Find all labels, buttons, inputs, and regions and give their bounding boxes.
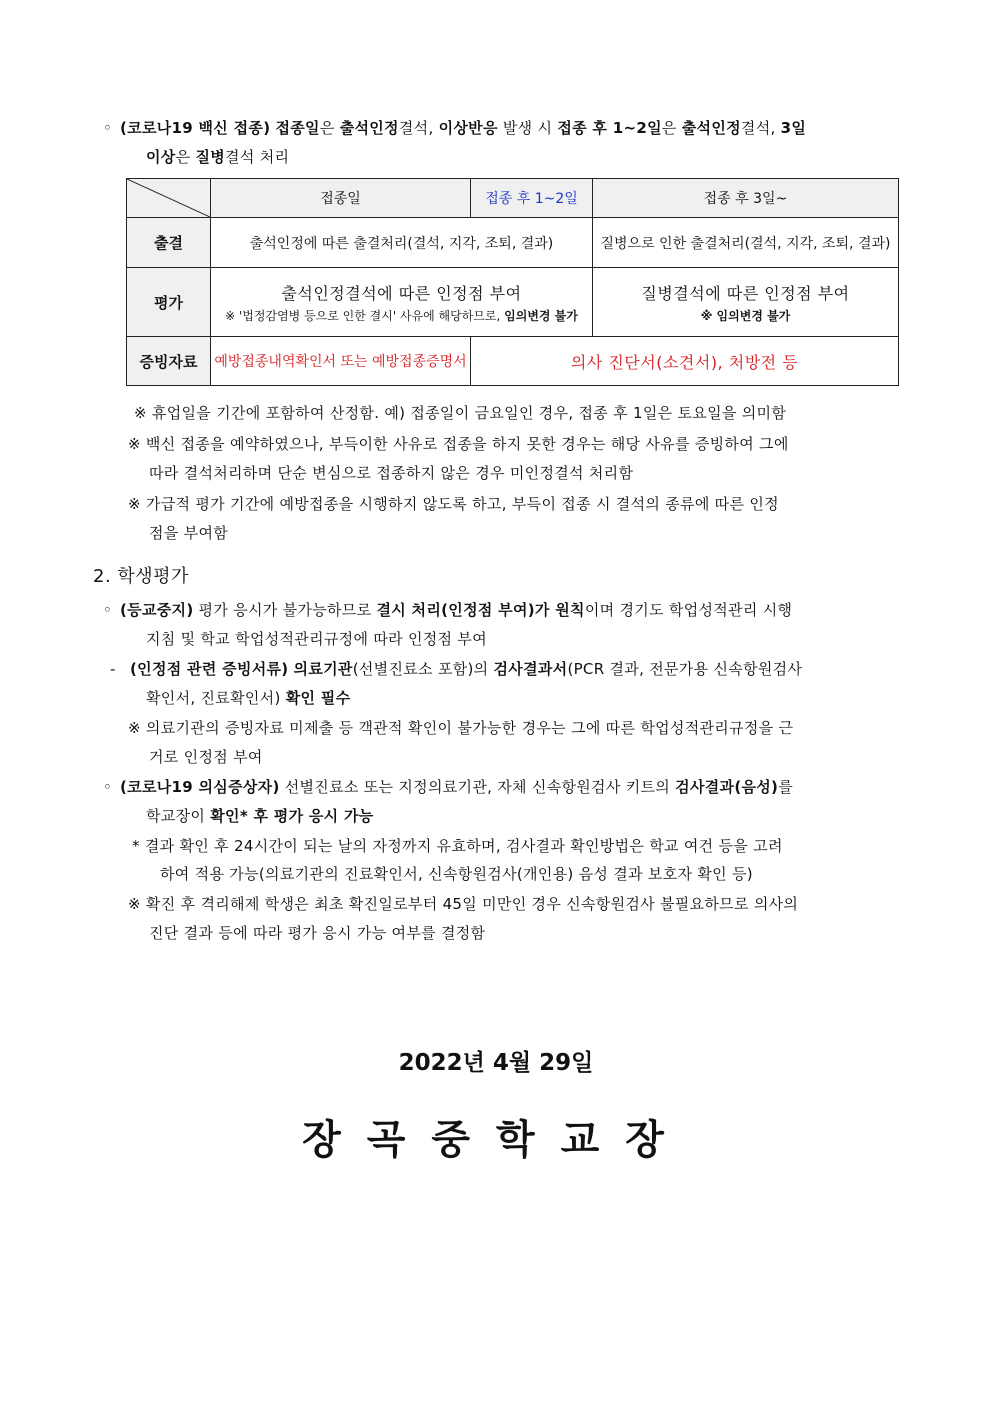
column-header-day3: 접종 후 3일~ — [593, 179, 899, 218]
note-holidays: ※ 휴업일을 기간에 포함하여 산정함. 예) 접종일이 금요일인 경우, 접종 후 1일은 토요일을 의미함 — [134, 404, 787, 422]
note-validity-line1: * 결과 확인 후 24시간이 되는 날의 자정까지 유효하며, 검사결과 확인방법은 학교 여건 등을 고려 — [132, 837, 783, 855]
note-quarantine-line1: ※ 확진 후 격리해제 학생은 최초 확진일로부터 45일 미만인 경우 신속항원검사 불필요하므로 의사의 — [128, 895, 799, 913]
dash: - — [110, 660, 116, 678]
school-suspension-line2: 지침 및 학교 학업성적관리규정에 따라 인정점 부여 — [146, 630, 488, 648]
vaccination-table — [126, 178, 899, 386]
text-run: 이상 — [146, 148, 176, 166]
text-run: (PCR 결과, 전문가용 신속항원검사 — [567, 660, 803, 678]
text-run: 결석, — [398, 119, 439, 137]
text-run: (등교중지) — [120, 601, 194, 619]
text-run: 검사결과서 — [493, 660, 568, 678]
vaccine-paragraph-line1 — [120, 118, 806, 138]
text-run: (인정점 관련 증빙서류) — [130, 660, 289, 678]
text-run: 은 — [175, 148, 196, 166]
evaluation-illness-main: 질병결석에 따른 인정점 부여 — [641, 283, 850, 303]
text-run: 출석인정 — [681, 119, 741, 137]
evaluation-illness-note: ※ 임의변경 불가 — [700, 308, 791, 323]
text-run: 확인 필수 — [285, 689, 351, 707]
row-header-evidence: 증빙자료 — [127, 337, 211, 386]
text-run: 은 — [661, 119, 682, 137]
note-validity-line2: 하여 적용 가능(의료기관의 진료확인서, 신속항원검사(개인용) 음성 결과 보호자 확인 등) — [160, 865, 753, 883]
evidence-vaccination-cell: 예방접종내역확인서 또는 예방접종증명서 — [211, 337, 471, 386]
note-bold-text: 임의변경 불가 — [504, 308, 578, 323]
text-run: 확인서, 진료확인서) — [146, 689, 286, 707]
column-header-day1-2: 접종 후 1~2일 — [471, 179, 593, 218]
evidence-doctor-cell: 의사 진단서(소견서), 처방전 등 — [471, 337, 899, 386]
signer-title: 장곡중학교장 — [302, 1117, 690, 1163]
note-eval-period-line2: 점을 부여함 — [149, 524, 229, 542]
attendance-illness-cell: 질병으로 인한 출결처리(결석, 지각, 조퇴, 결과) — [593, 218, 899, 268]
text-run: (코로나19 백신 접종) — [120, 119, 271, 137]
table-corner-cell — [127, 179, 211, 218]
evidence-documents-line2 — [146, 688, 350, 708]
text-run: 평가 응시가 불가능하므로 — [193, 601, 377, 619]
text-run: 은 — [319, 119, 340, 137]
note-reservation-line1: ※ 백신 접종을 예약하였으나, 부득이한 사유로 접종을 하지 못한 경우는 해당 사유를 증빙하여 그에 — [128, 435, 789, 453]
bullet: ◦ — [103, 119, 113, 137]
text-run: 검사결과(음성) — [675, 778, 779, 796]
attendance-approved-cell: 출석인정에 따른 출결처리(결석, 지각, 조퇴, 결과) — [211, 218, 593, 268]
text-run: 선별진료소 또는 지정의료기관, 자체 신속항원검사 키트의 — [279, 778, 676, 796]
row-header-attendance: 출결 — [127, 218, 211, 268]
note-objective-check-line2: 거로 인정점 부여 — [149, 748, 263, 766]
text-run: (코로나19 의심증상자) — [120, 778, 280, 796]
text-run: 출석인정 — [339, 119, 399, 137]
section-heading-student-evaluation: 2. 학생평가 — [93, 566, 189, 587]
vaccine-paragraph-line2 — [146, 147, 289, 167]
text-run: 질병 — [195, 148, 226, 166]
text-run: 이며 경기도 학업성적관리 시행 — [584, 601, 793, 619]
note-text: ※ '법정감염병 등으로 인한 결시' 사유에 해당하므로, — [225, 308, 505, 323]
evaluation-approved-main: 출석인정결석에 따른 인정점 부여 — [281, 283, 522, 303]
column-header-vaccination-day: 접종일 — [211, 179, 471, 218]
text-run: 결석 처리 — [225, 148, 290, 166]
text-run: 확인* 후 평가 응시 가능 — [210, 807, 374, 825]
text-run: 를 — [778, 778, 794, 796]
document-date: 2022년 4월 29일 — [398, 1050, 594, 1076]
text-run: 학교장이 — [146, 807, 211, 825]
text-run: 이상반응 — [438, 119, 498, 137]
bullet: ◦ — [103, 778, 113, 796]
text-run: 결시 처리(인정점 부여)가 원칙 — [376, 601, 585, 619]
evaluation-illness-cell — [593, 268, 899, 337]
text-run: (선별진료소 포함)의 — [352, 660, 494, 678]
note-eval-period-line1: ※ 가급적 평가 기간에 예방접종을 시행하지 않도록 하고, 부득이 접종 시 결석의 종류에 따른 인정 — [128, 495, 779, 513]
note-reservation-line2: 따라 결석처리하며 단순 변심으로 접종하지 않은 경우 미인정결석 처리함 — [149, 464, 634, 482]
text-run: 결석, — [740, 119, 781, 137]
note-quarantine-line2: 진단 결과 등에 따라 평가 응시 가능 여부를 결정함 — [149, 924, 486, 942]
suspected-symptoms-line1 — [120, 777, 793, 797]
suspected-symptoms-line2 — [146, 806, 374, 826]
text-run: 의료기관 — [293, 660, 353, 678]
text-run: 3일 — [780, 119, 807, 137]
evaluation-approved-cell — [211, 268, 593, 337]
evidence-documents-line1 — [130, 659, 802, 679]
bullet: ◦ — [103, 601, 113, 619]
evaluation-approved-note — [213, 307, 590, 324]
text-run: 접종일 — [275, 119, 320, 137]
row-header-evaluation: 평가 — [127, 268, 211, 337]
diagonal-line-icon — [127, 179, 210, 217]
note-objective-check-line1: ※ 의료기관의 증빙자료 미제출 등 객관적 확인이 불가능한 경우는 그에 따른 학업성적관리규정을 근 — [128, 719, 794, 737]
school-suspension-line1 — [120, 600, 792, 620]
text-run: 접종 후 1~2일 — [557, 119, 662, 137]
text-run: 발생 시 — [497, 119, 558, 137]
